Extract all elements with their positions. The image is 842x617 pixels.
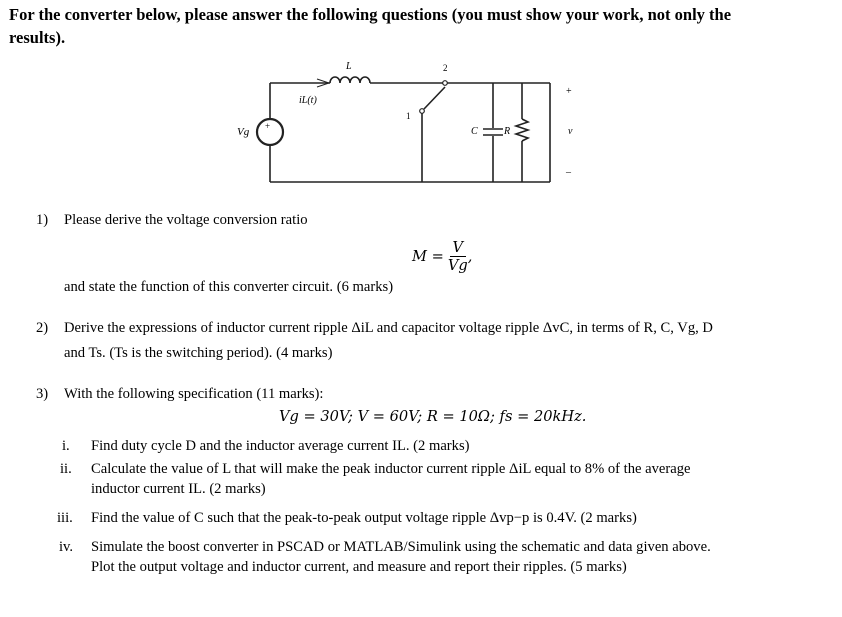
switch-contact-2 — [443, 81, 448, 86]
q2-line-2: and Ts. (Ts is the switching period). (4 marks) — [64, 345, 333, 361]
source-plus: + — [265, 121, 271, 131]
output-plus: + — [566, 86, 572, 97]
q3-item-iv-line-2: Plot the output voltage and inductor current, and measure and report their ripples. (5 marks) — [91, 559, 627, 575]
formula-tail: , — [467, 247, 473, 265]
switch-contact-1 — [420, 109, 425, 114]
current-label: iL(t) — [299, 95, 317, 106]
q3-number: 3) — [36, 386, 49, 402]
q2-number: 2) — [36, 320, 49, 336]
source-label: Vg — [237, 126, 250, 138]
q2-line-1: Derive the expressions of inductor current ripple ΔiL and capacitor voltage ripple ΔvC, in terms of R, C, Vg, D — [64, 320, 713, 336]
output-v-label: v — [568, 126, 573, 137]
header-line-1: For the converter below, please answer the following questions (you must show your work, not only the — [9, 5, 732, 24]
switch-pos-2-label: 2 — [443, 63, 448, 73]
q1-followup: and state the function of this converter circuit. (6 marks) — [64, 279, 394, 295]
q3-item-ii-line-1: Calculate the value of L that will make the peak inductor current ripple ΔiL equal to 8% of the average — [91, 461, 691, 477]
resistor-label: R — [504, 126, 511, 137]
q3-item-ii-line-2: inductor current IL. (2 marks) — [91, 481, 266, 497]
capacitor-label: C — [471, 126, 478, 137]
formula-fraction — [448, 239, 468, 274]
q3-item-iii-line-1: Find the value of C such that the peak-to-peak output voltage ripple Δvp−p is 0.4V. (2 marks) — [91, 510, 637, 526]
header-line-2: results). — [9, 28, 66, 47]
q3-item-iii-number: iii. — [57, 510, 73, 526]
q1-formula — [412, 234, 472, 278]
q3-item-iv-number: iv. — [59, 539, 74, 555]
switch-pos-1-label: 1 — [406, 111, 411, 121]
output-minus: – — [566, 167, 571, 178]
formula-lhs: M = — [412, 247, 444, 265]
converter-schematic — [225, 55, 595, 190]
q3-item-ii-number: ii. — [60, 461, 72, 477]
q3-text: With the following specification (11 marks): — [64, 386, 324, 402]
q1-number: 1) — [36, 212, 49, 228]
q3-item-i-line-1: Find duty cycle D and the inductor average current IL. (2 marks) — [91, 438, 470, 454]
formula-numerator: V — [452, 238, 464, 256]
formula-denominator: Vg — [447, 256, 468, 274]
q3-item-i-number: i. — [62, 438, 70, 454]
inductor-label: L — [346, 61, 352, 72]
q3-spec: Vg = 30V; V = 60V; R = 10Ω; fs = 20kHz. — [279, 408, 587, 425]
q1-text: Please derive the voltage conversion ratio — [64, 212, 308, 228]
q3-item-iv-line-1: Simulate the boost converter in PSCAD or MATLAB/Simulink using the schematic and data given above. — [91, 539, 711, 555]
